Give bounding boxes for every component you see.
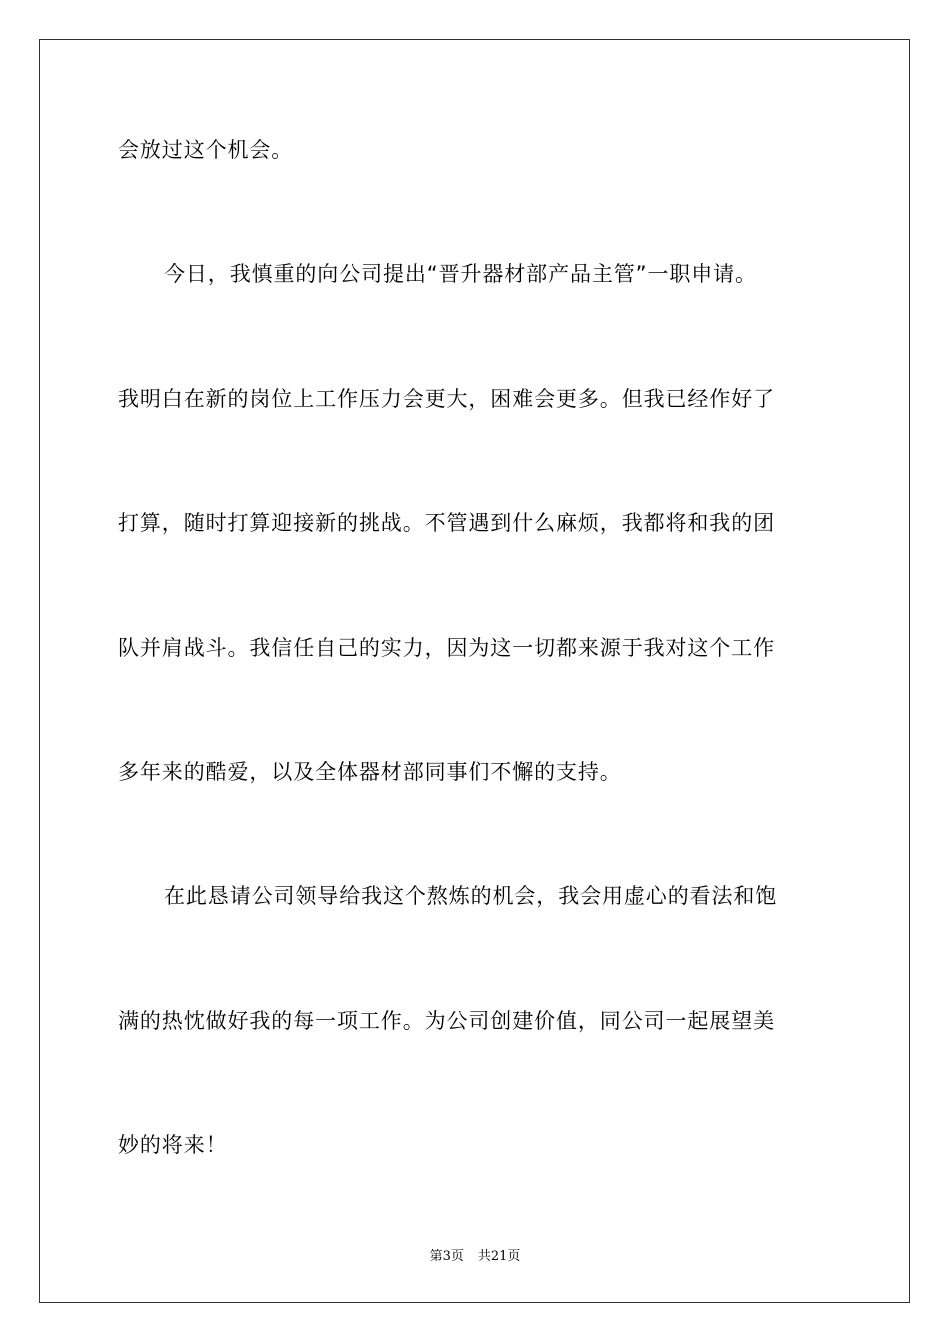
body-line-2: 今日，我慎重的向公司提出“晋升器材部产品主管”一职申请。	[164, 262, 757, 286]
body-line-7: 在此恳请公司领导给我这个熬炼的机会，我会用虚心的看法和饱	[164, 884, 778, 908]
body-line-8: 满的热忱做好我的每一项工作。为公司创建价值，同公司一起展望美	[118, 1009, 775, 1033]
page-border	[39, 39, 910, 1303]
body-line-3: 我明白在新的岗位上工作压力会更大，困难会更多。但我已经作好了	[118, 387, 775, 411]
page-number: 第3页	[429, 1249, 464, 1264]
body-line-9: 妙的将来！	[118, 1133, 228, 1157]
total-pages: 共21页	[477, 1249, 521, 1264]
body-line-5: 队并肩战斗。我信任自己的实力，因为这一切都来源于我对这个工作	[118, 636, 775, 660]
body-line-6: 多年来的酷爱，以及全体器材部同事们不懈的支持。	[118, 760, 622, 784]
body-line-4: 打算，随时打算迎接新的挑战。不管遇到什么麻烦，我都将和我的团	[118, 511, 775, 535]
page-footer	[0, 1248, 950, 1266]
body-line-1: 会放过这个机会。	[118, 138, 294, 162]
